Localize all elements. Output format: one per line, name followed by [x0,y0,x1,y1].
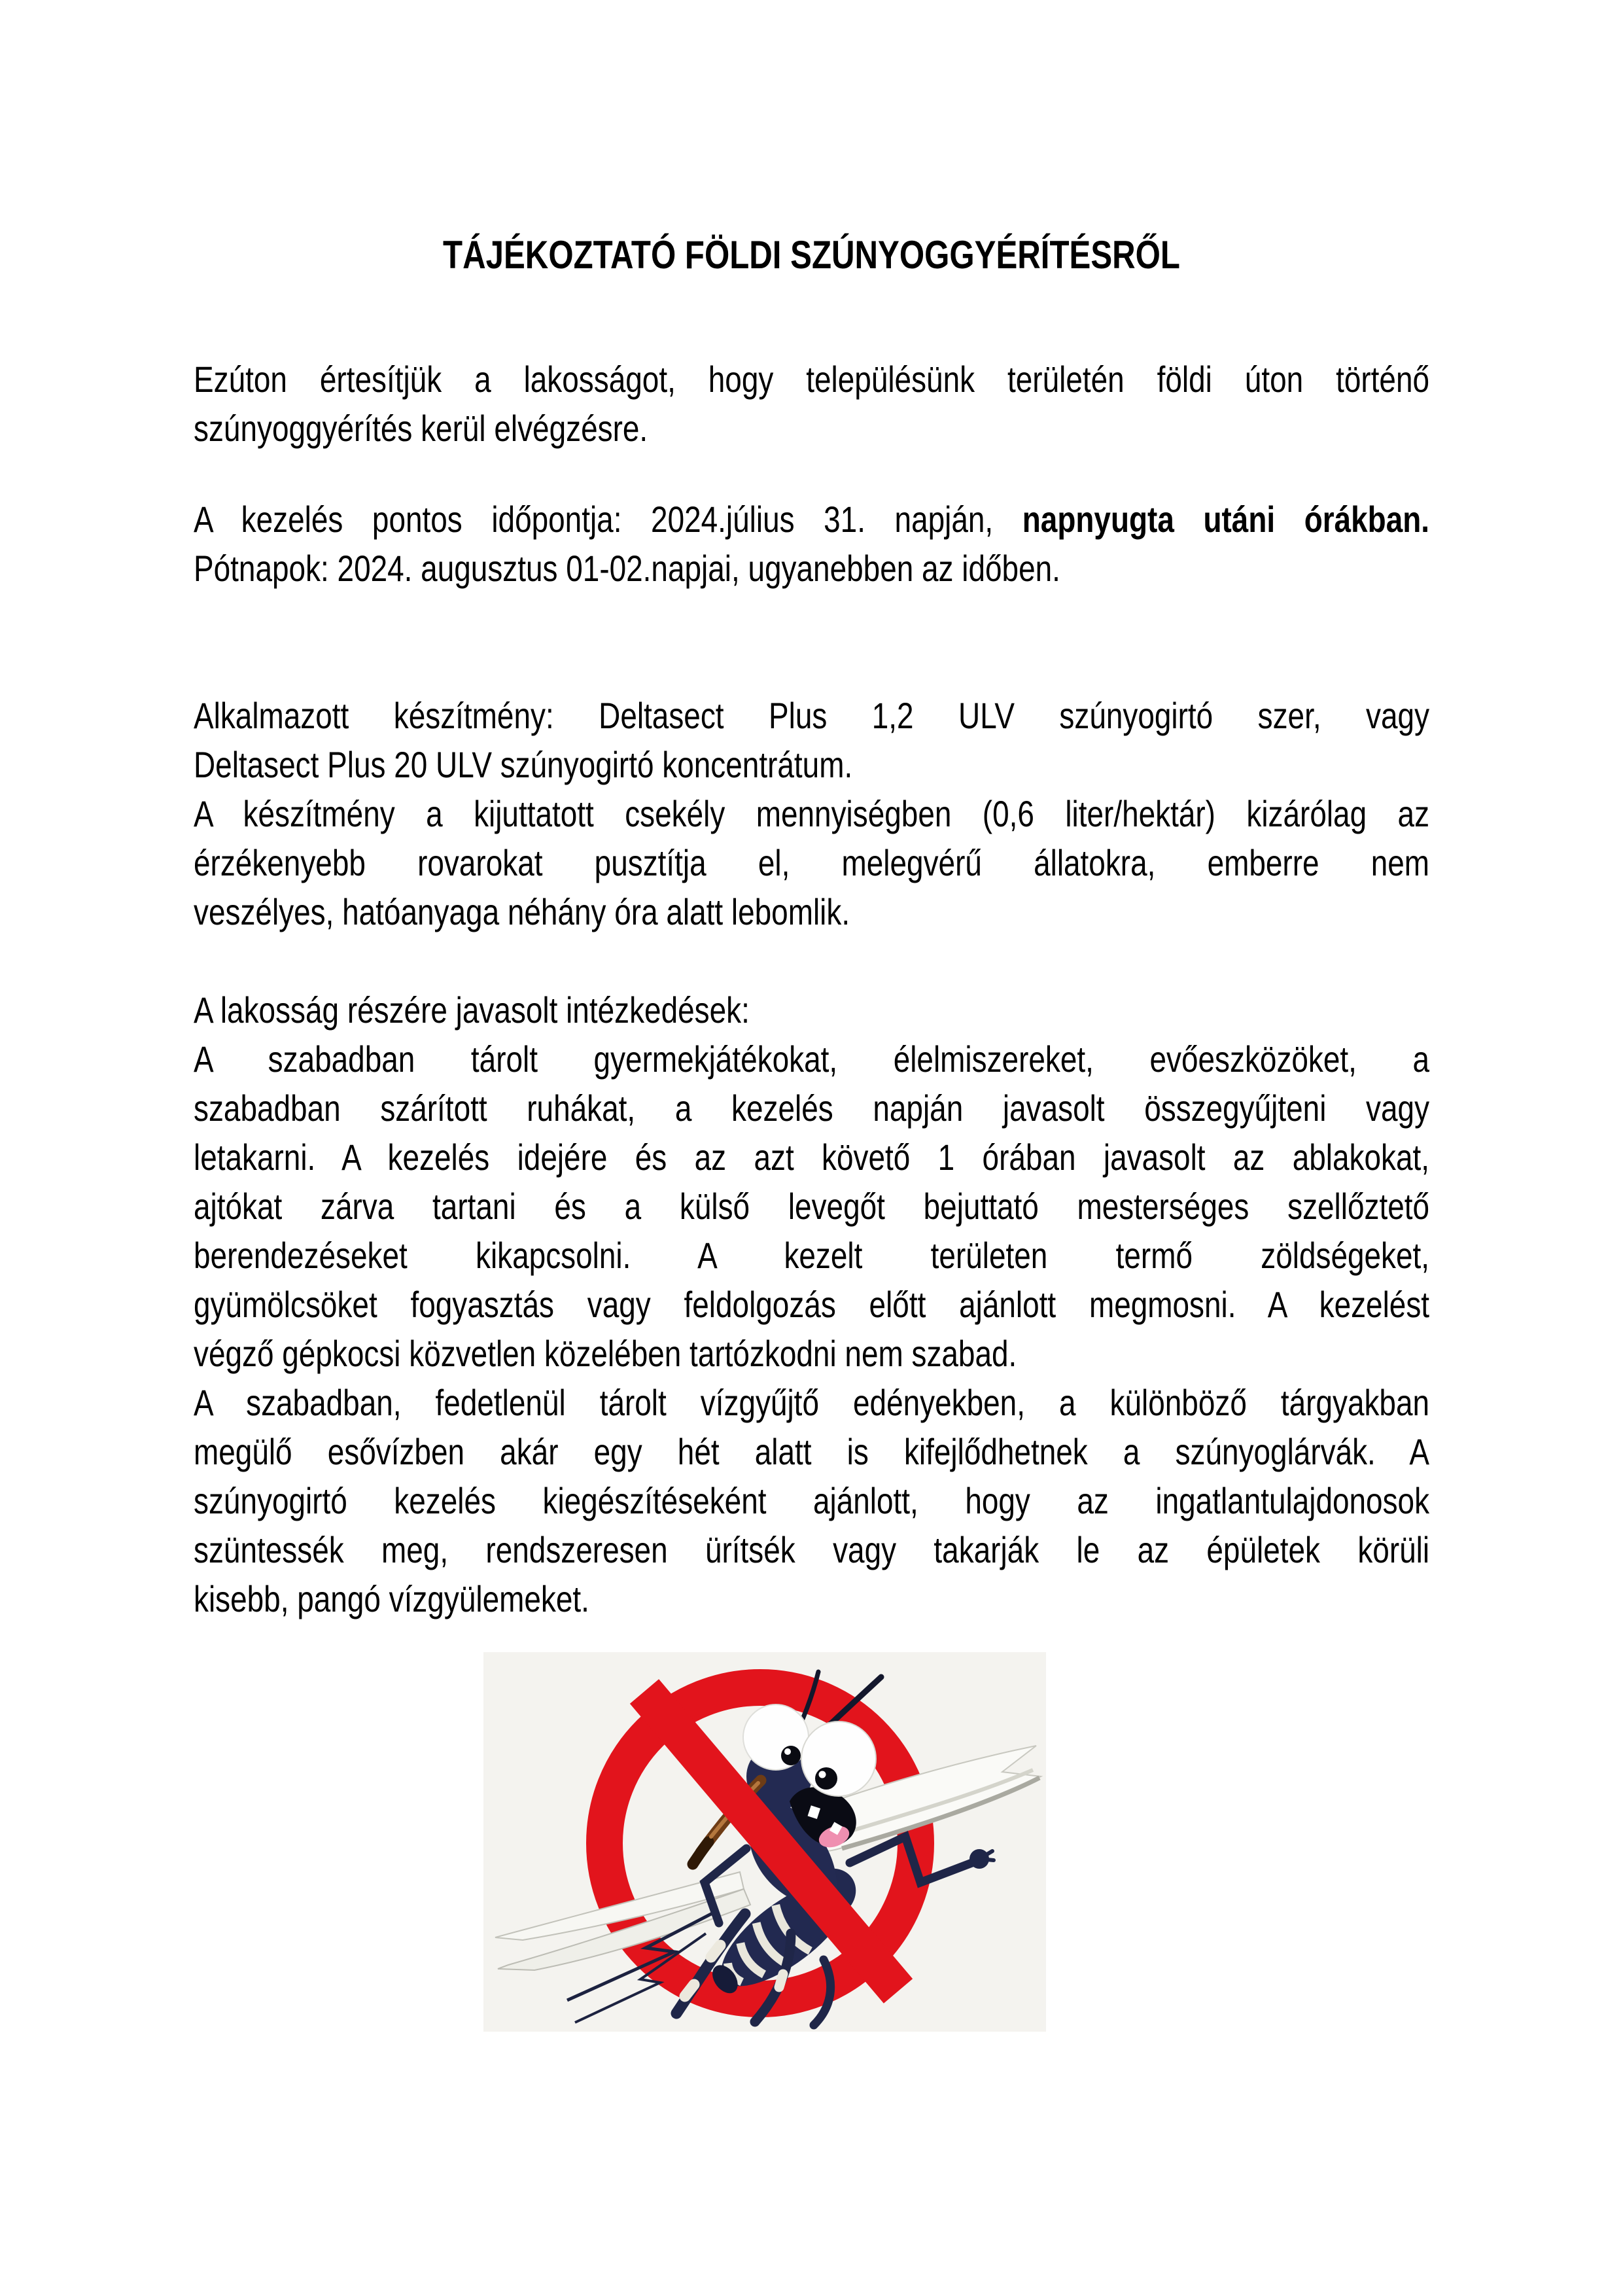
recommendations-heading: A lakosság részére javasolt intézkedések: [194,989,750,1031]
paragraph-line: szüntessék meg, rendszeresen ürítsék vagy takarják le az épületek körüli [194,1529,1430,1570]
paragraph-line: végző gépkocsi közvetlen közelében tartózkodni nem szabad. [194,1333,1017,1374]
paragraph-line: érzékenyebb rovarokat pusztítja el, melegvérű állatokra, emberre nem [194,842,1430,883]
paragraph-line: A szabadban tárolt gyermekjátékokat, élelmiszereket, evőeszközöket, a [194,1038,1430,1080]
paragraph-line: szúnyoggyérítés kerül elvégzésre. [194,408,648,449]
paragraph-safety [194,789,1429,936]
page-title: TÁJÉKOZTATÓ FÖLDI SZÚNYOGGYÉRÍTÉSRŐL [443,233,1180,277]
paragraph-line: A szabadban, fedetlenül tárolt vízgyűjtő edényekben, a különböző tárgyakban [194,1382,1430,1423]
paragraph-line: szúnyogirtó kezelés kiegészítéseként ajánlott, hogy az ingatlantulajdonosok [194,1480,1430,1521]
paragraph-line: Ezúton értesítjük a lakosságot, hogy településünk területén földi úton történő [194,359,1430,400]
schedule-text: A kezelés pontos időpontja: 2024.július 31. napján, [194,499,1022,540]
paragraph-line: A készítmény a kijuttatott csekély mennyiségben (0,6 liter/hektár) kizárólag az [194,793,1430,834]
paragraph-line: Pótnapok: 2024. augusztus 01-02.napjai, ugyanebben az időben. [194,548,1060,589]
schedule-time-bold: napnyugta utáni órákban. [1022,499,1430,540]
paragraph-line: szabadban szárított ruhákat, a kezelés napján javasolt összegyűjteni vagy [194,1087,1430,1129]
paragraph-intro [194,355,1429,453]
paragraph-line: letakarni. A kezelés idejére és az azt követő 1 órában javasolt az ablakokat, [194,1137,1430,1178]
paragraph-line: gyümölcsöket fogyasztás vagy feldolgozás előtt ajánlott megmosni. A kezelést [194,1284,1430,1325]
no-mosquito-image [483,1652,1046,2032]
no-mosquito-sign-icon [483,1652,1046,2032]
paragraph-line: veszélyes, hatóanyaga néhány óra alatt lebomlik. [194,891,850,932]
paragraph-line: megülő esővízben akár egy hét alatt is kifejlődhetnek a szúnyoglárvák. A [194,1431,1430,1472]
paragraph-schedule [194,495,1429,593]
text-column [194,0,1429,1623]
paragraph-product [194,691,1429,789]
paragraph-recommendations [194,985,1429,1378]
paragraph-line [194,495,1429,544]
paragraph-line: Deltasect Plus 20 ULV szúnyogirtó koncentrátum. [194,744,853,785]
paragraph-line: Alkalmazott készítmény: Deltasect Plus 1,2 ULV szúnyogirtó szer, vagy [194,695,1430,736]
paragraph-larvae [194,1378,1429,1623]
paragraph-line: berendezéseket kikapcsolni. A kezelt területen termő zöldségeket, [194,1235,1430,1276]
paragraph-line: ajtókat zárva tartani és a külső levegőt bejuttató mesterséges szellőztető [194,1186,1430,1227]
paragraph-line: kisebb, pangó vízgyülemeket. [194,1578,589,1619]
